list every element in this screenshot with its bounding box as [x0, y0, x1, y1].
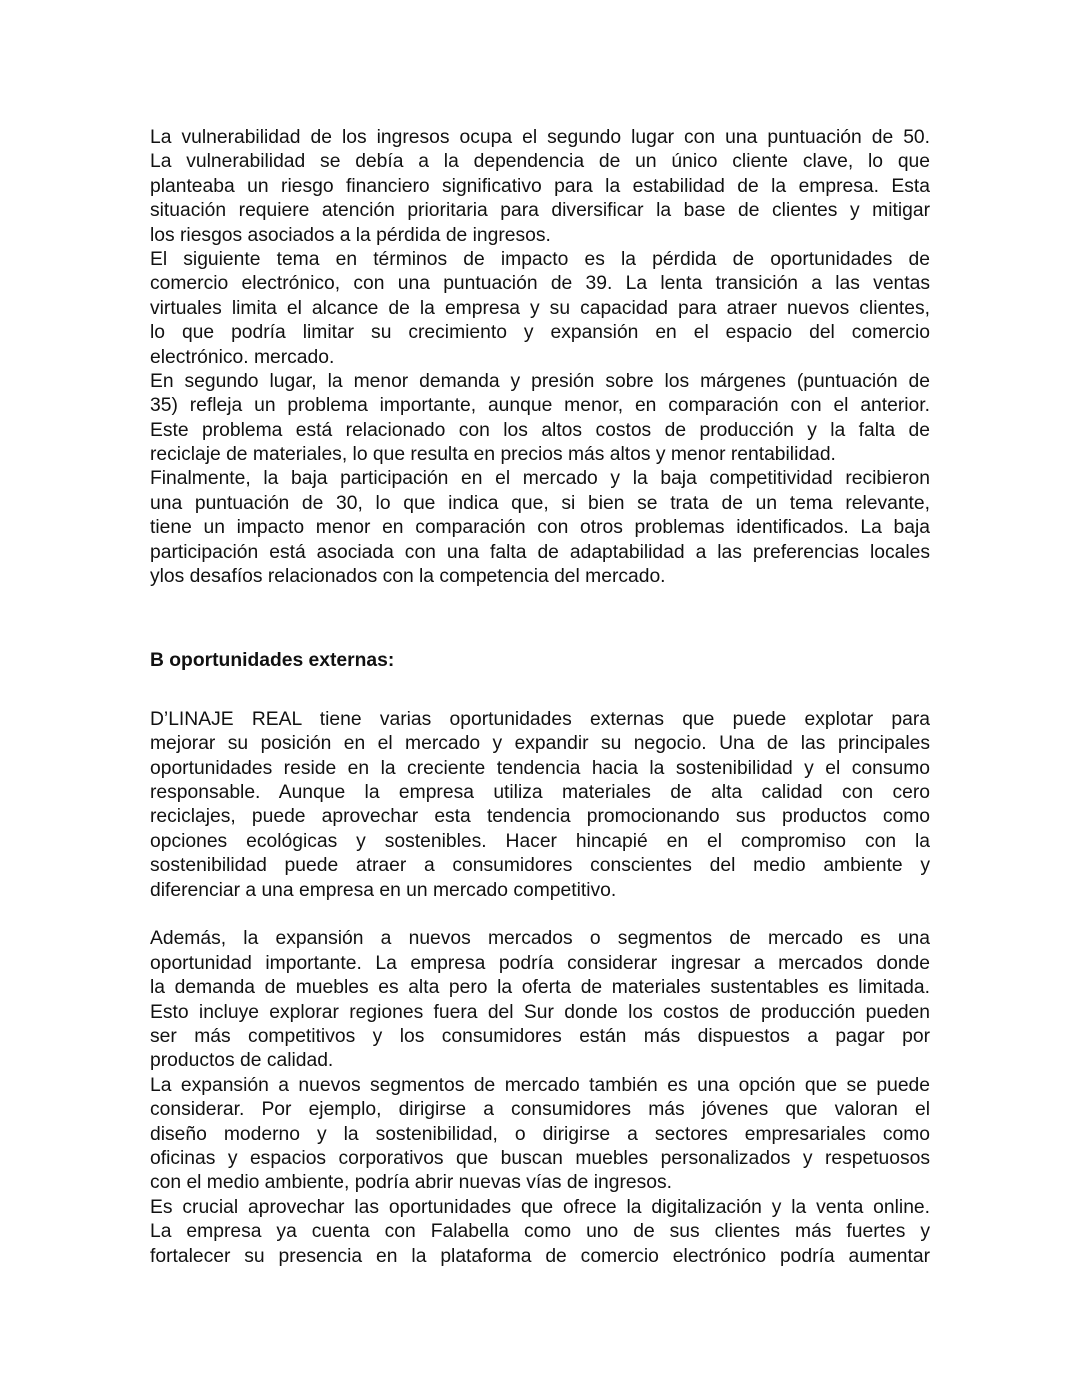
text-line: comercio electrónico, con una puntuación de 39. La lenta transición a las ventas [150, 273, 930, 295]
text-line: situación requiere atención prioritaria para diversificar la base de clientes y mitigar [150, 200, 930, 222]
text-line: los riesgos asociados a la pérdida de ingresos. [150, 224, 551, 246]
text-line: En segundo lugar, la menor demanda y presión sobre los márgenes (puntuación de [150, 370, 930, 392]
text-line: oportunidades reside en la creciente tendencia hacia la sostenibilidad y el consumo [150, 757, 930, 779]
paragraph [150, 927, 930, 1073]
text-line: diseño moderno y la sostenibilidad, o dirigirse a sectores empresariales como [150, 1123, 930, 1145]
text-line: ser más competitivos y los consumidores están más dispuestos a pagar por [150, 1026, 930, 1047]
text-line: con el medio ambiente, podría abrir nuevas vías de ingresos. [150, 1172, 672, 1194]
text-line: planteaba un riesgo financiero significativo para la estabilidad de la empresa. Esta [150, 175, 930, 197]
paragraph [150, 1196, 930, 1269]
text-line: Además, la expansión a nuevos mercados o segmentos de mercado es una [150, 928, 930, 950]
section-heading [150, 649, 930, 673]
text-line: mejorar su posición en el mercado y expandir su negocio. Una de las principales [150, 733, 930, 755]
text-line: ylos desafíos relacionados con la competencia del mercado. [150, 566, 666, 588]
paragraph [150, 370, 930, 468]
text-line: tiene un impacto menor en comparación con otros problemas identificados. La baja [150, 517, 930, 539]
text-line: La vulnerabilidad se debía a la dependencia de un único cliente clave, lo que [150, 151, 930, 173]
text-line: virtuales limita el alcance de la empresa y su capacidad para atraer nuevos clientes, [150, 297, 930, 319]
text-line: opciones ecológicas y sostenibles. Hacer hincapié en el compromiso con la [150, 830, 930, 852]
text-line: lo que podría limitar su crecimiento y expansión en el espacio del comercio [150, 322, 930, 344]
text-line: participación está asociada con una falta de adaptabilidad a las preferencias locales [150, 541, 930, 563]
text-line: considerar. Por ejemplo, dirigirse a consumidores más jóvenes que valoran el [150, 1099, 930, 1121]
text-line: productos de calidad. [150, 1050, 334, 1072]
paragraph [150, 248, 930, 370]
text-line: El siguiente tema en términos de impacto es la pérdida de oportunidades de [150, 248, 930, 270]
text-line: B oportunidades externas: [150, 650, 395, 672]
text-line: La empresa ya cuenta con Falabella como uno de sus clientes más fuertes y [150, 1221, 930, 1243]
document-page [150, 126, 930, 1269]
text-line: La expansión a nuevos segmentos de mercado también es una opción que se puede [150, 1074, 930, 1096]
paragraph [150, 126, 930, 248]
text-line: Esto incluye explorar regiones fuera del Sur donde los costos de producción pueden [150, 1001, 930, 1023]
text-line: Es crucial aprovechar las oportunidades que ofrece la digitalización y la venta online. [150, 1196, 930, 1218]
text-line: La vulnerabilidad de los ingresos ocupa el segundo lugar con una puntuación de 50. [150, 127, 930, 148]
text-line: D’LINAJE REAL tiene varias oportunidades externas que puede explotar para [150, 708, 930, 730]
text-line: reciclajes, puede aprovechar esta tendencia promocionando sus productos como [150, 806, 930, 828]
text-line: fortalecer su presencia en la plataforma de comercio electrónico podría aumentar [150, 1245, 930, 1267]
paragraph [150, 708, 930, 903]
text-line: 35) refleja un problema importante, aunque menor, en comparación con el anterior. [150, 395, 930, 417]
text-line: oficinas y espacios corporativos que buscan muebles personalizados y respetuosos [150, 1147, 930, 1169]
text-line: sostenibilidad puede atraer a consumidores conscientes del medio ambiente y [150, 855, 930, 877]
text-line: una puntuación de 30, lo que indica que, si bien se trata de un tema relevante, [150, 492, 930, 514]
text-line: Finalmente, la baja participación en el mercado y la baja competitividad recibieron [150, 468, 930, 490]
paragraph [150, 467, 930, 589]
text-line: electrónico. mercado. [150, 346, 335, 368]
text-line: responsable. Aunque la empresa utiliza materiales de alta calidad con cero [150, 781, 930, 803]
text-line: reciclaje de materiales, lo que resulta en precios más altos y menor rentabilidad. [150, 444, 836, 466]
text-line: Este problema está relacionado con los altos costos de producción y la falta de [150, 419, 930, 441]
text-line: diferenciar a una empresa en un mercado competitivo. [150, 879, 617, 901]
paragraph [150, 1074, 930, 1196]
text-line: oportunidad importante. La empresa podría considerar ingresar a mercados donde [150, 952, 930, 974]
text-line: la demanda de muebles es alta pero la oferta de materiales sustentables es limitada. [150, 977, 930, 999]
